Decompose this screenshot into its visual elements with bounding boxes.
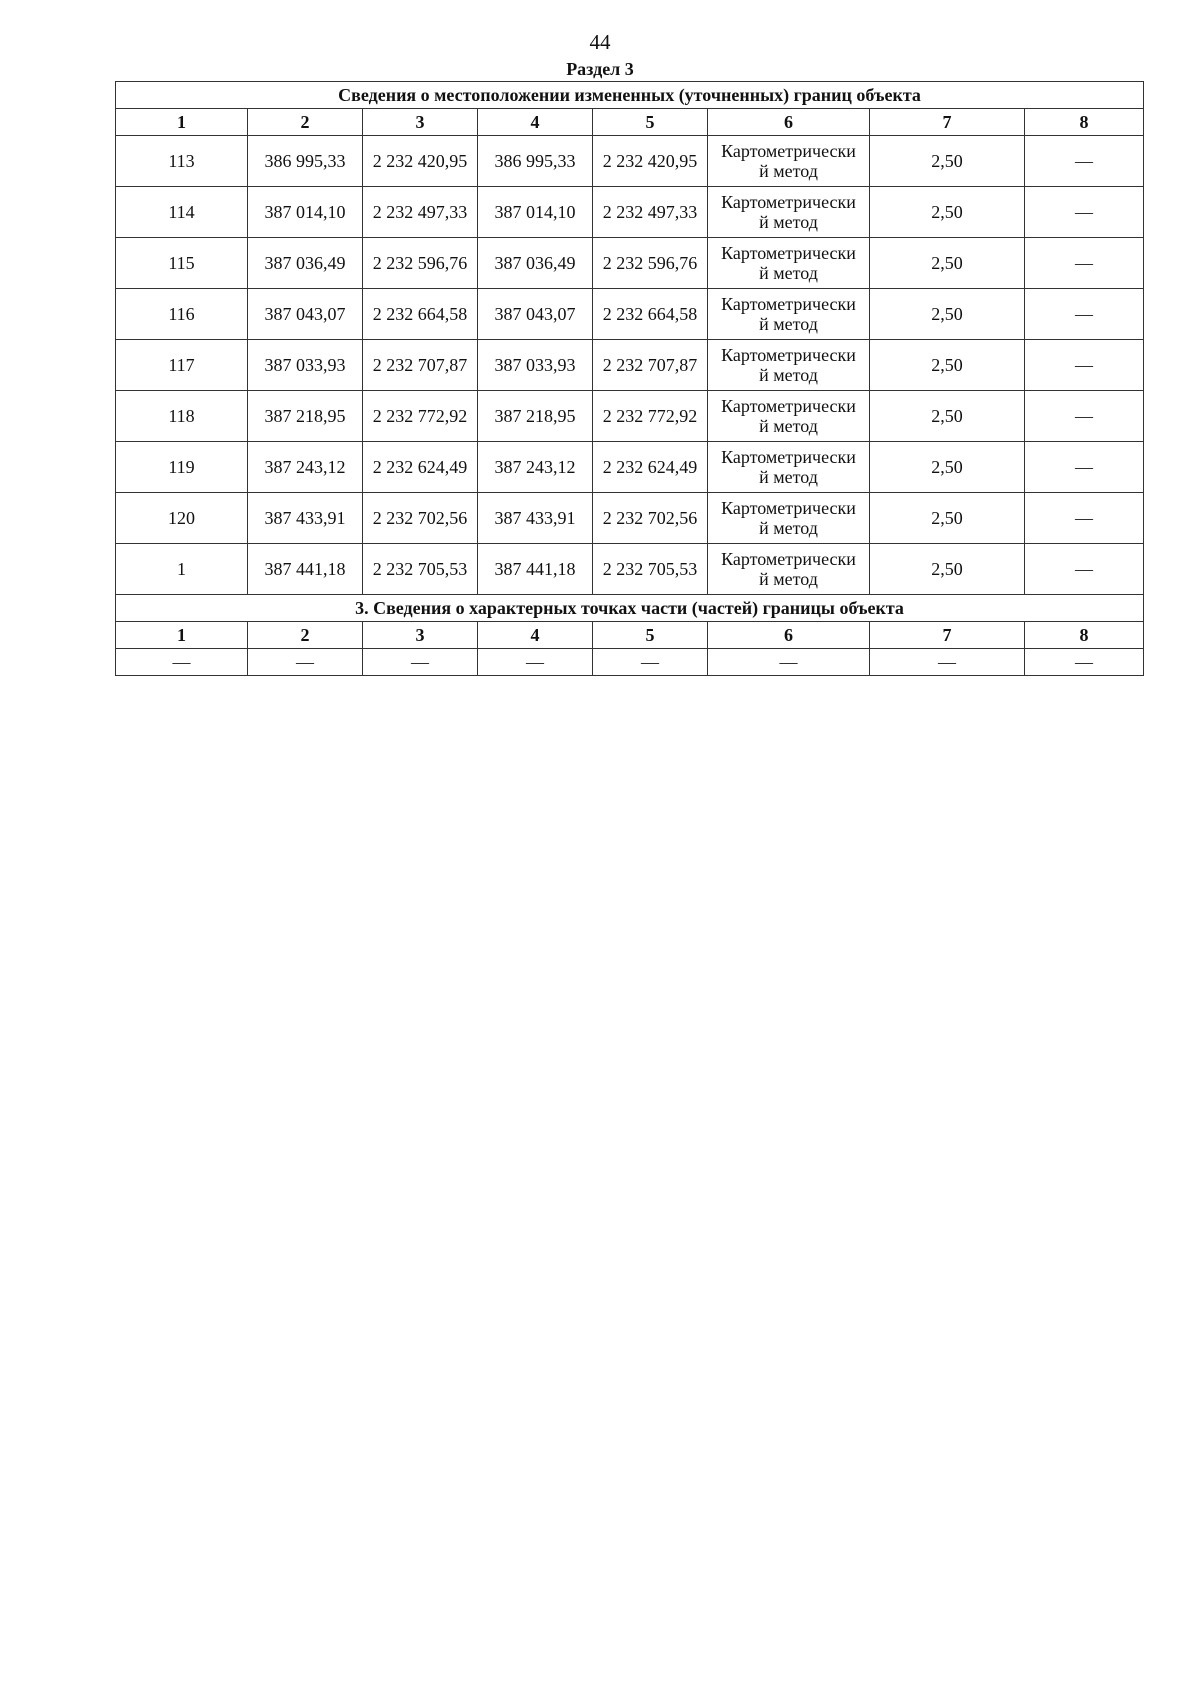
- table-cell: —: [478, 649, 593, 676]
- table-cell: —: [1025, 544, 1144, 595]
- table-cell: 2 232 497,33: [593, 187, 708, 238]
- method-text-line: Картометрически: [721, 549, 856, 569]
- table-cell: 386 995,33: [248, 136, 363, 187]
- table-cell: 387 433,91: [248, 493, 363, 544]
- section-title: Раздел 3: [566, 59, 634, 79]
- method-cell: [708, 442, 870, 493]
- method-text-line: Картометрически: [721, 447, 856, 467]
- table-cell: 2 232 420,95: [593, 136, 708, 187]
- table-cell: —: [116, 649, 248, 676]
- table-cell: 387 036,49: [478, 238, 593, 289]
- table-cell: 2,50: [870, 187, 1025, 238]
- column-header: 2: [248, 109, 363, 136]
- column-header: 5: [593, 109, 708, 136]
- table-cell: 387 243,12: [478, 442, 593, 493]
- table-cell: —: [708, 649, 870, 676]
- column-header: 1: [116, 622, 248, 649]
- table1-caption: Сведения о местоположении измененных (уточненных) границ объекта: [116, 82, 1144, 109]
- method-text-line: Картометрически: [721, 396, 856, 416]
- column-header: 8: [1025, 109, 1144, 136]
- method-cell: [708, 493, 870, 544]
- table-cell: —: [870, 649, 1025, 676]
- table-cell: 387 033,93: [478, 340, 593, 391]
- method-cell: [708, 136, 870, 187]
- table-cell: —: [1025, 187, 1144, 238]
- method-cell: [708, 544, 870, 595]
- method-cell: [708, 238, 870, 289]
- table-cell: 120: [116, 493, 248, 544]
- table-cell: —: [1025, 649, 1144, 676]
- column-header: 3: [363, 109, 478, 136]
- table-cell: —: [1025, 340, 1144, 391]
- column-header: 4: [478, 622, 593, 649]
- column-header: 3: [363, 622, 478, 649]
- table-cell: 2 232 707,87: [593, 340, 708, 391]
- column-header: 7: [870, 109, 1025, 136]
- table-cell: 2,50: [870, 136, 1025, 187]
- table-cell: 387 218,95: [478, 391, 593, 442]
- page-number: 44: [589, 30, 611, 54]
- column-header: 1: [116, 109, 248, 136]
- table2-caption-row: [116, 595, 1144, 622]
- table-cell: 118: [116, 391, 248, 442]
- table-cell: 2 232 596,76: [363, 238, 478, 289]
- method-text-line: Картометрически: [721, 294, 856, 314]
- table-cell: 2 232 705,53: [593, 544, 708, 595]
- table-cell: 2 232 624,49: [593, 442, 708, 493]
- table-cell: 387 043,07: [248, 289, 363, 340]
- method-text-line: й метод: [759, 161, 818, 181]
- table-cell: 387 033,93: [248, 340, 363, 391]
- table-cell: 114: [116, 187, 248, 238]
- method-text-line: Картометрически: [721, 345, 856, 365]
- table-row: [116, 544, 1144, 595]
- table-cell: —: [1025, 289, 1144, 340]
- column-header: 7: [870, 622, 1025, 649]
- table-cell: 2,50: [870, 238, 1025, 289]
- table-row: [116, 238, 1144, 289]
- table-cell: 387 433,91: [478, 493, 593, 544]
- table-cell: —: [593, 649, 708, 676]
- table-row: [116, 289, 1144, 340]
- method-text-line: й метод: [759, 212, 818, 232]
- method-cell: [708, 391, 870, 442]
- table-cell: 116: [116, 289, 248, 340]
- table-cell: —: [1025, 391, 1144, 442]
- table-cell: 2,50: [870, 544, 1025, 595]
- method-text-line: й метод: [759, 467, 818, 487]
- method-text-line: Картометрически: [721, 243, 856, 263]
- table-cell: —: [248, 649, 363, 676]
- method-text-line: Картометрически: [721, 141, 856, 161]
- method-text-line: Картометрически: [721, 192, 856, 212]
- table-row: [116, 391, 1144, 442]
- table-cell: 2 232 664,58: [363, 289, 478, 340]
- table-cell: 2 232 624,49: [363, 442, 478, 493]
- table-cell: 2 232 420,95: [363, 136, 478, 187]
- table-cell: 2 232 596,76: [593, 238, 708, 289]
- table2-caption: 3. Сведения о характерных точках части (частей) границы объекта: [116, 595, 1144, 622]
- table-cell: 1: [116, 544, 248, 595]
- column-header: 5: [593, 622, 708, 649]
- table-cell: 387 218,95: [248, 391, 363, 442]
- table-cell: 2,50: [870, 391, 1025, 442]
- table-cell: 119: [116, 442, 248, 493]
- table-cell: 2 232 497,33: [363, 187, 478, 238]
- table-cell: 2,50: [870, 442, 1025, 493]
- table-cell: 387 014,10: [478, 187, 593, 238]
- table-cell: 387 036,49: [248, 238, 363, 289]
- table-cell: 2 232 705,53: [363, 544, 478, 595]
- table-cell: 113: [116, 136, 248, 187]
- method-text-line: й метод: [759, 416, 818, 436]
- table-cell: 2 232 702,56: [593, 493, 708, 544]
- table-cell: —: [1025, 493, 1144, 544]
- table-row: [116, 649, 1144, 676]
- table-cell: —: [1025, 238, 1144, 289]
- table-cell: 2 232 772,92: [363, 391, 478, 442]
- table-cell: 387 441,18: [478, 544, 593, 595]
- method-text-line: й метод: [759, 518, 818, 538]
- table-row: [116, 187, 1144, 238]
- table-cell: 2,50: [870, 340, 1025, 391]
- table-cell: 387 043,07: [478, 289, 593, 340]
- method-text-line: й метод: [759, 263, 818, 283]
- table-cell: 387 014,10: [248, 187, 363, 238]
- method-text-line: й метод: [759, 569, 818, 589]
- table-cell: 2 232 702,56: [363, 493, 478, 544]
- boundary-table: [115, 81, 1144, 676]
- table-row: [116, 442, 1144, 493]
- table-row: [116, 340, 1144, 391]
- column-header: 2: [248, 622, 363, 649]
- method-text-line: Картометрически: [721, 498, 856, 518]
- table-cell: 2,50: [870, 493, 1025, 544]
- table-cell: 117: [116, 340, 248, 391]
- column-header: 6: [708, 109, 870, 136]
- method-cell: [708, 289, 870, 340]
- method-text-line: й метод: [759, 365, 818, 385]
- method-cell: [708, 187, 870, 238]
- column-header: 4: [478, 109, 593, 136]
- table-cell: —: [1025, 136, 1144, 187]
- table-row: [116, 493, 1144, 544]
- table-cell: 387 441,18: [248, 544, 363, 595]
- table-cell: —: [363, 649, 478, 676]
- table-cell: 2 232 707,87: [363, 340, 478, 391]
- column-header: 6: [708, 622, 870, 649]
- table-row: [116, 136, 1144, 187]
- table-cell: 2 232 772,92: [593, 391, 708, 442]
- table-cell: 386 995,33: [478, 136, 593, 187]
- table-cell: 387 243,12: [248, 442, 363, 493]
- column-header: 8: [1025, 622, 1144, 649]
- table-cell: 115: [116, 238, 248, 289]
- table-cell: —: [1025, 442, 1144, 493]
- table-cell: 2,50: [870, 289, 1025, 340]
- table1-header-row: [116, 109, 1144, 136]
- method-text-line: й метод: [759, 314, 818, 334]
- table-cell: 2 232 664,58: [593, 289, 708, 340]
- table2-header-row: [116, 622, 1144, 649]
- boundary-table-body: [116, 82, 1144, 676]
- table1-caption-row: [116, 82, 1144, 109]
- method-cell: [708, 340, 870, 391]
